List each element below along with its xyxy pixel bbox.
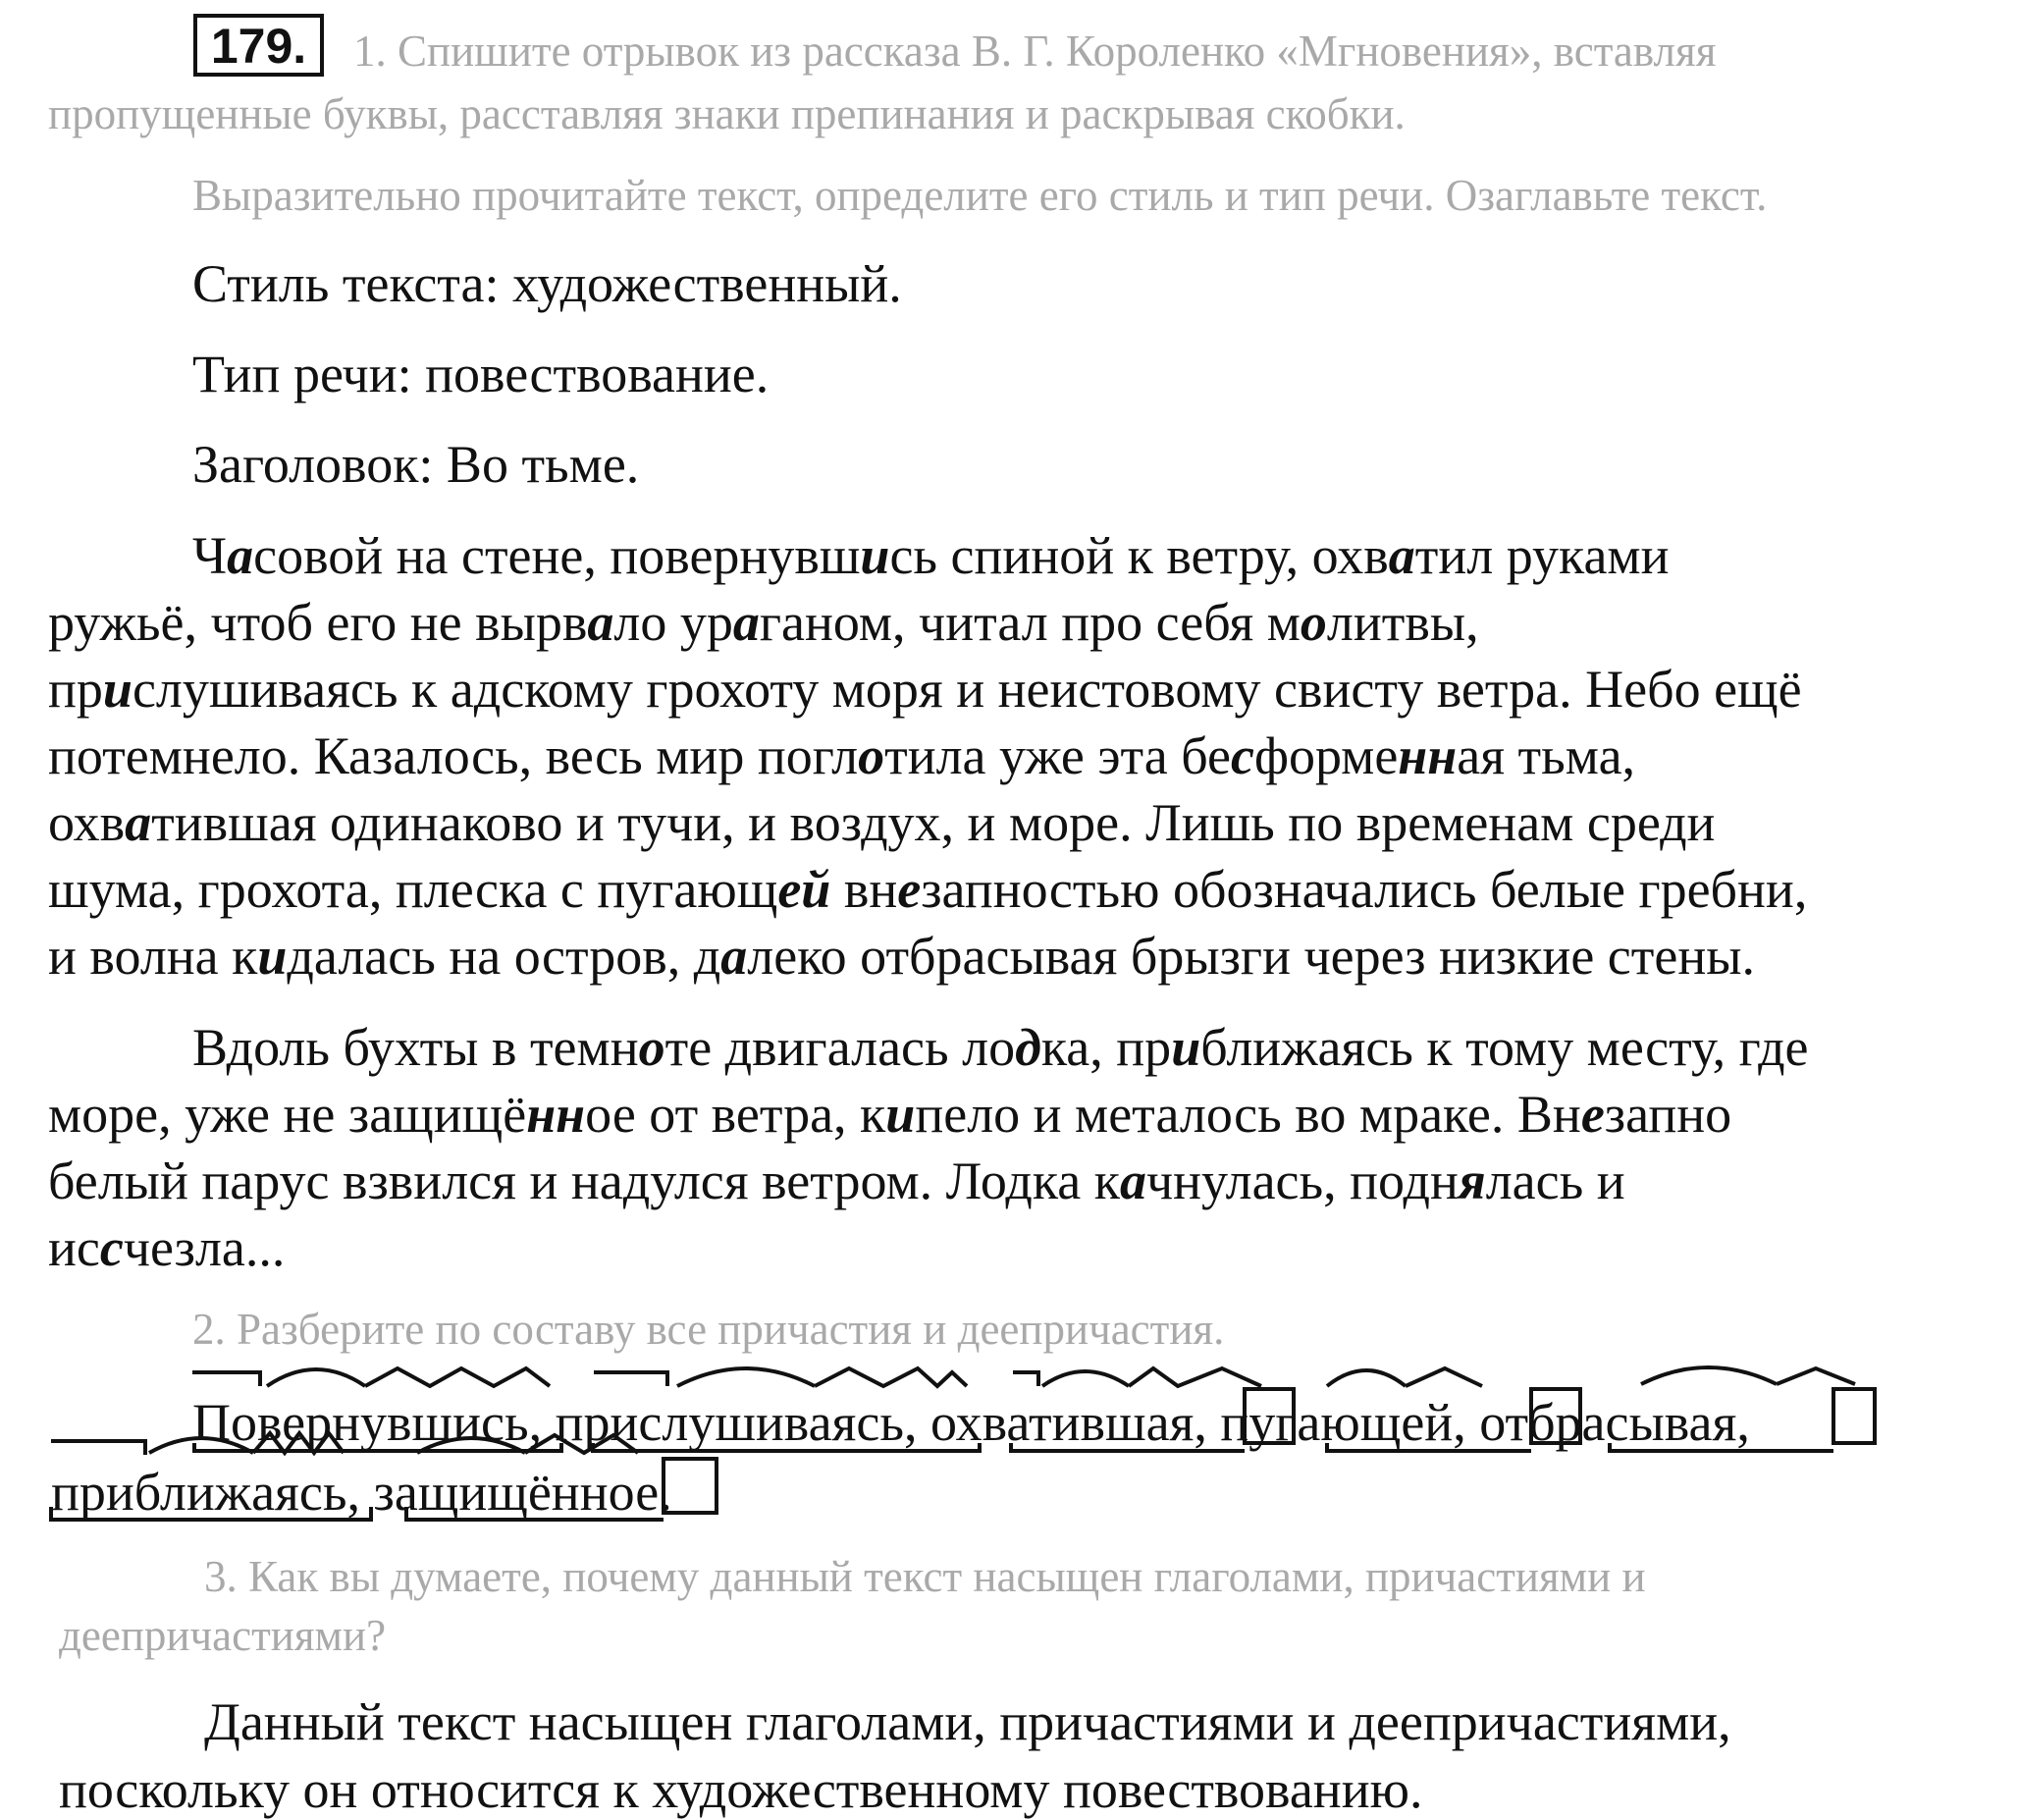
task1-text-line3: Выразительно прочитайте текст, определите его стиль и тип речи. Озаглавьте текст. <box>192 171 1768 220</box>
text-segment: чезла... <box>123 1218 286 1277</box>
inserted-letter: а <box>720 927 748 986</box>
parsed-words-line2: приближаясь, защищённое. <box>51 1463 672 1522</box>
inserted-letter: а <box>587 593 614 652</box>
inserted-letter: о <box>858 726 885 785</box>
text-segment: тил руками <box>1414 526 1670 585</box>
inserted-letter: я <box>1458 1151 1486 1210</box>
text-segment: пело и металось во мраке. Вн <box>915 1085 1581 1144</box>
text-segment: тила уже эта бе <box>884 726 1231 785</box>
text-segment: те двигалась ло <box>664 1018 1016 1077</box>
answer3-line2: поскольку он относится к художественному повествованию. <box>59 1760 1423 1819</box>
inserted-letter: о <box>638 1018 665 1077</box>
text-segment: форме <box>1253 726 1399 785</box>
text-segment: сь спиной к ветру, охв <box>889 526 1389 585</box>
text-segment: ганом, читал про себя м <box>759 593 1301 652</box>
text-segment: далась на остров, д <box>287 927 721 986</box>
inserted-letter: е <box>1580 1085 1605 1144</box>
text-segment: ближаясь к тому месту, где <box>1200 1018 1809 1077</box>
task2-text: 2. Разберите по составу все причастия и деепричастия. <box>192 1305 1225 1354</box>
text-segment: чнулась, подн <box>1145 1151 1459 1210</box>
inserted-letter: и <box>860 526 890 585</box>
text-segment: запностью обозначались белые гребни, <box>921 860 1808 919</box>
inserted-letter: д <box>1015 1018 1041 1077</box>
text-segment: Ч <box>192 526 228 585</box>
inserted-letter: а <box>1388 526 1415 585</box>
inserted-letter: ей <box>777 860 831 919</box>
task3-text-line2: деепричастиями? <box>59 1611 387 1660</box>
text-segment: море, уже не защищё <box>48 1085 527 1144</box>
text-segment: тившая одинаково и тучи, и воздух, и море. Лишь по временам среди <box>151 793 1716 852</box>
inserted-letter: с <box>99 1218 124 1277</box>
text-segment: ис <box>48 1218 100 1277</box>
text-segment: охв <box>48 793 126 852</box>
text-segment: леко отбрасывая брызги через низкие стены. <box>747 927 1756 986</box>
text-segment: пр <box>48 660 103 719</box>
inserted-letter: и <box>102 660 133 719</box>
text-segment: ло ур <box>613 593 733 652</box>
exercise-number: 179. <box>193 14 324 77</box>
answer-style: Стиль текста: художественный. <box>192 254 902 313</box>
text-segment: белый парус взвился и надулся ветром. Лодка к <box>48 1151 1120 1210</box>
inserted-letter: нн <box>526 1085 586 1144</box>
task3-text-line1: 3. Как вы думаете, почему данный текст насыщен глаголами, причастиями и <box>204 1552 1646 1601</box>
text-segment: и волна к <box>48 927 258 986</box>
text-segment: вн <box>830 860 898 919</box>
text-segment: слушиваясь к адскому грохоту моря и неистовому свисту ветра. Небо ещё <box>132 660 1802 719</box>
text-segment: ка, пр <box>1040 1018 1172 1077</box>
inserted-letter: а <box>1119 1151 1146 1210</box>
inserted-letter: е <box>897 860 922 919</box>
text-segment: Вдоль бухты в темн <box>192 1018 639 1077</box>
inserted-letter: с <box>1231 726 1254 785</box>
inserted-letter: и <box>1171 1018 1201 1077</box>
text-segment: совой на стене, повернувш <box>253 526 861 585</box>
text-segment: запно <box>1604 1085 1732 1144</box>
text-segment: потемнело. Казалось, весь мир погл <box>48 726 859 785</box>
answer-speech-type: Тип речи: повествование. <box>192 345 770 403</box>
inserted-letter: о <box>1300 593 1327 652</box>
inserted-letter: а <box>732 593 760 652</box>
task1-text-line1: 1. Спишите отрывок из рассказа В. Г. Короленко «Мгновения», вставляя <box>353 27 1717 76</box>
inserted-letter: нн <box>1398 726 1458 785</box>
text-segment: шума, грохота, плеска с пугающ <box>48 860 778 919</box>
parsed-words-line1: Повернувшись, прислушиваясь, охватившая, пугающей, отбрасывая, <box>192 1393 1750 1452</box>
text-segment: лась и <box>1485 1151 1625 1210</box>
inserted-letter: и <box>257 927 288 986</box>
inserted-letter: а <box>125 793 152 852</box>
text-segment: ая тьма, <box>1457 726 1636 785</box>
answer-title: Заголовок: Во тьме. <box>192 435 640 494</box>
text-segment: литвы, <box>1326 593 1479 652</box>
inserted-letter: и <box>885 1085 916 1144</box>
task1-text-line2: пропущенные буквы, расставляя знаки препинания и раскрывая скобки. <box>48 89 1406 138</box>
text-segment: ое от ветра, к <box>585 1085 886 1144</box>
inserted-letter: а <box>227 526 254 585</box>
text-segment: ружьё, чтоб его не вырв <box>48 593 588 652</box>
answer3-line1: Данный текст насыщен глаголами, причастиями и деепричастиями, <box>204 1692 1731 1751</box>
